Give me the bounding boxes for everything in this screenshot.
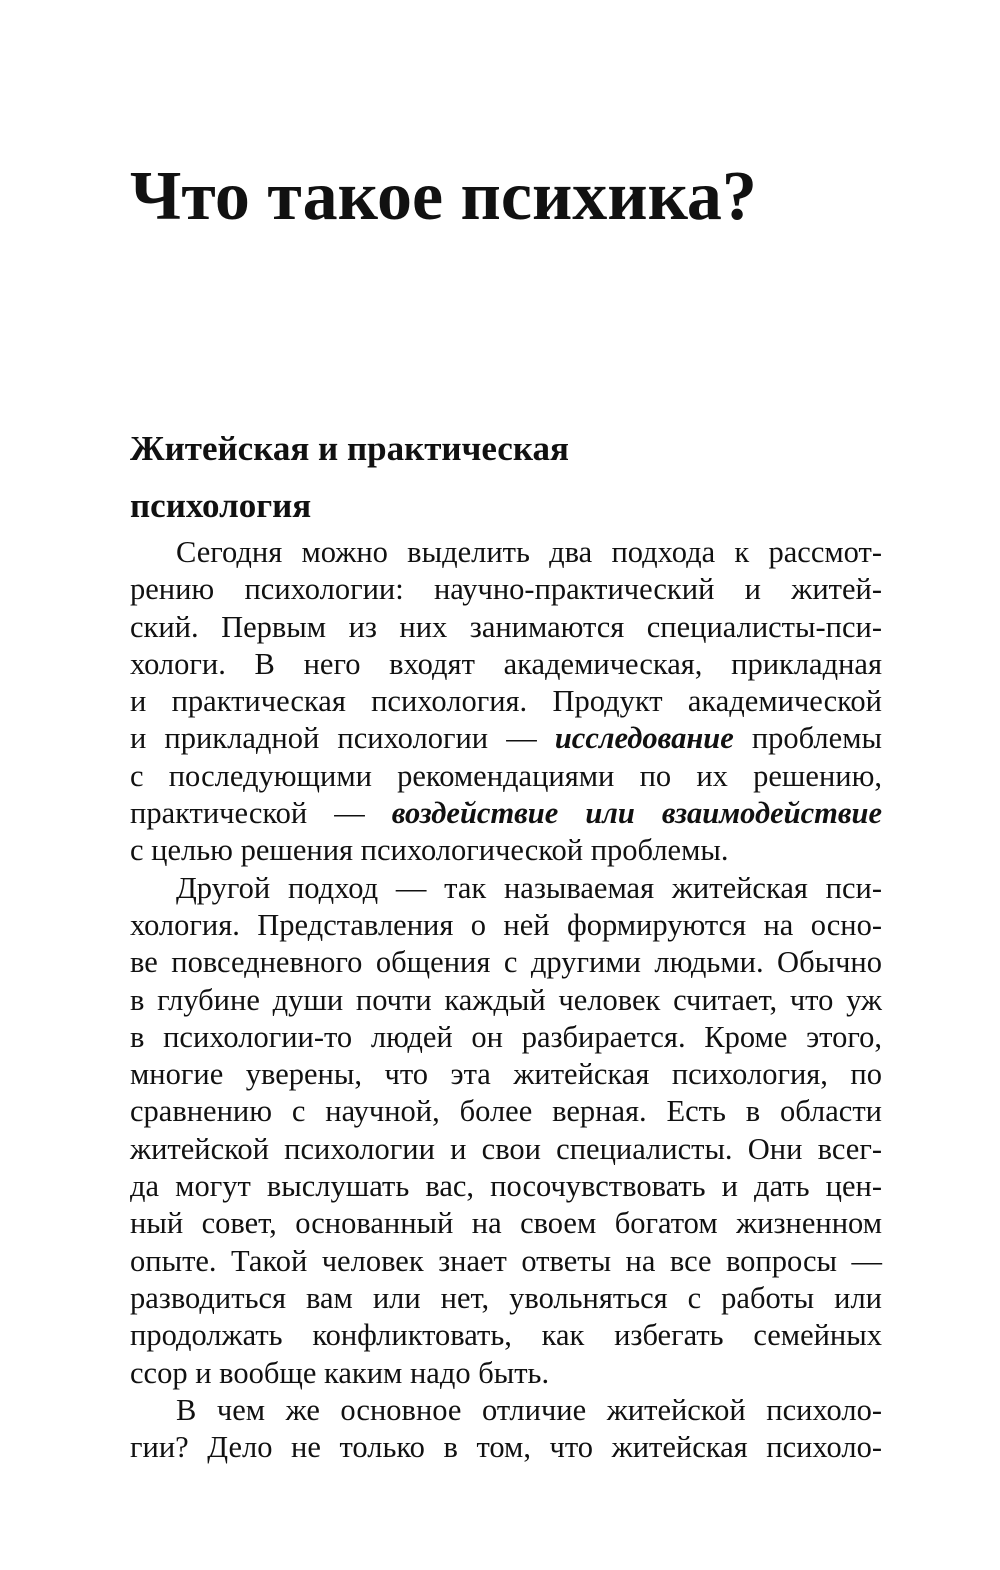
text-line: с целью решения психологической проблемы. xyxy=(130,833,729,868)
text-line: ный совет, основанный на своем богатом жизненном xyxy=(130,1206,882,1241)
text-line xyxy=(130,795,882,832)
text-line: да могут выслушать вас, посочувствовать и дать цен- xyxy=(130,1169,882,1204)
text-line: хология. Представления о ней формируются на осно- xyxy=(130,907,882,942)
text-line: гии? Дело не только в том, что житейская психоло- xyxy=(130,1430,882,1465)
text-line: житейской психологии и свои специалисты. Они всег- xyxy=(130,1131,882,1166)
text-line: в глубине души почти каждый человек считает, что уж xyxy=(130,982,882,1017)
text-line: опыте. Такой человек знает ответы на все вопросы — xyxy=(130,1243,882,1278)
text-fragment: и прикладной психологии — xyxy=(130,721,555,756)
emphasis-term: исследование xyxy=(554,721,734,756)
text-line: и практическая психология. Продукт академической xyxy=(130,684,882,719)
text-line: продолжать конфликтовать, как избегать семейных xyxy=(130,1318,882,1353)
text-line: сравнению с научной, более верная. Есть в области xyxy=(130,1094,882,1129)
paragraph-1 xyxy=(130,534,882,870)
section-heading xyxy=(130,420,890,534)
text-line: ссор и вообще каким надо быть. xyxy=(130,1355,550,1390)
text-line: рению психологии: научно-практический и житей- xyxy=(130,572,882,607)
paragraph-2 xyxy=(130,870,882,1392)
chapter-title: Что такое психика? xyxy=(130,158,757,235)
text-line: с последующими рекомендациями по их решению, xyxy=(130,758,882,793)
text-line: хологи. В него входят академическая, прикладная xyxy=(130,646,882,681)
section-heading-line-2: психология xyxy=(130,486,312,525)
paragraph-3 xyxy=(130,1392,882,1467)
text-line: В чем же основное отличие житейской психоло- xyxy=(176,1392,882,1427)
text-line: многие уверены, что эта житейская психология, по xyxy=(130,1057,882,1092)
text-line: ский. Первым из них занимаются специалисты-пси- xyxy=(130,609,882,644)
text-line xyxy=(130,720,882,757)
text-line: Сегодня можно выделить два подхода к рассмот- xyxy=(176,535,882,569)
section-heading-line-1: Житейская и практическая xyxy=(130,429,569,468)
text-line: разводиться вам или нет, увольняться с работы или xyxy=(130,1280,882,1315)
text-line: в психологии-то людей он разбирается. Кроме этого, xyxy=(130,1019,882,1054)
text-fragment: проблемы xyxy=(733,721,882,756)
body-text xyxy=(130,534,882,1466)
emphasis-term: воздействие или взаимодействие xyxy=(391,796,882,831)
text-fragment: практической — xyxy=(130,796,392,831)
text-line: Другой подход — так называемая житейская пси- xyxy=(176,870,882,905)
text-line: ве повседневного общения с другими людьми. Обычно xyxy=(130,945,882,980)
